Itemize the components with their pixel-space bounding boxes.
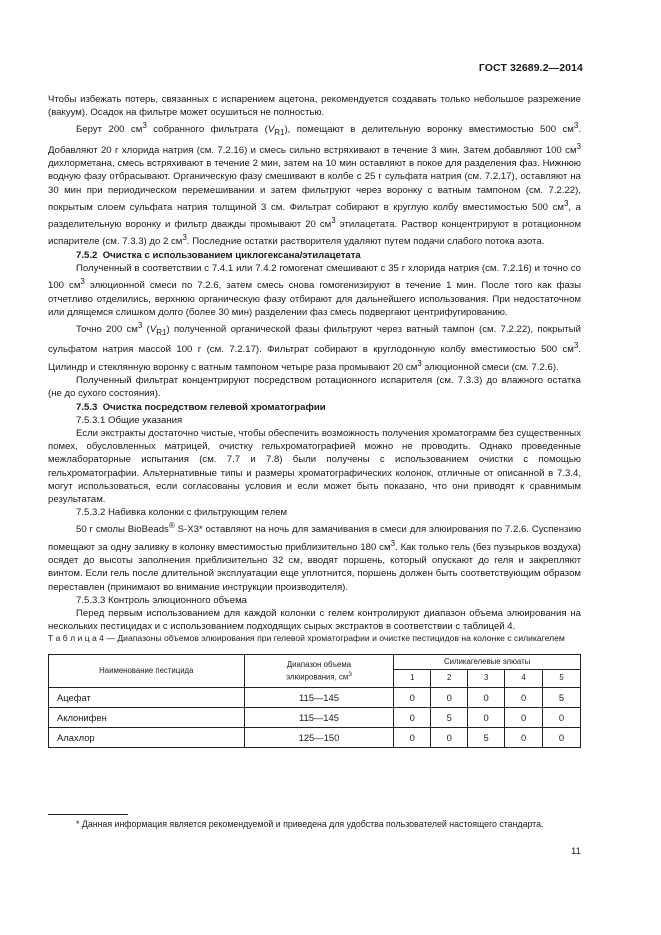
document-code: ГОСТ 32689.2—2014 xyxy=(478,62,583,74)
paragraph-filtrate-dichloromethane: Берут 200 $см^3$ собранного фильтрата $(V_{R1})$, помещают в делительную воронку вместимостью 500 $см^3$. Добавляют 20 г хлорида натрия (см. 7.2.16) и смесь сильно встряхивают в течение 3 мин. Затем добавляют 100 $см^3$ дихлорметана, смесь встряхивают в течение 2 мин, затем на 10 мин оставляют в покое для разделения фаз. Нижнюю водную фазу отбрасывают. Органическую фазу смешивают в колбе с 25 г сульфата натрия (см. 7.2.17), оставляют на 30 мин при периодическом перемешивании и затем фильтруют через воронку с ватным тампоном (см. 7.2.22), покрытым слоем сульфата натрия толщиной 3 см. Фильтрат собирают в круглую колбу вместимостью 500 $см^3$, а разделительную воронку и фильтр дважды промывают 20 $см^3$ этилацетата. Раствор концентрируют в ротационном испарителе (см. 7.3.3) до 2 $см^3$. Последние остатки растворителя удаляют путем подачи слабого потока азота. xyxy=(48,121,582,248)
eluate-value: 0 xyxy=(543,727,581,747)
eluate-value: 0 xyxy=(468,707,505,727)
eluate-value: 0 xyxy=(468,687,505,707)
eluate-value: 0 xyxy=(431,687,468,707)
eluate-value: 0 xyxy=(431,727,468,747)
column-header-pesticide: Наименование пестицида xyxy=(49,654,245,687)
pesticide-name: Аклонифен xyxy=(49,707,245,727)
column-header-range: Диапазон объема элюирования, $см^3$ xyxy=(244,654,394,687)
elution-range: 115—145 xyxy=(244,687,394,707)
column-header-eluate-5: 5 xyxy=(543,669,581,687)
eluate-value: 5 xyxy=(431,707,468,727)
column-header-silica-eluates: Силикагелевые элюаты xyxy=(394,654,581,669)
subsection-heading-7-5-3-3: 7.5.3.3 Контроль элюционного объема xyxy=(76,594,248,606)
column-header-eluate-3: 3 xyxy=(468,669,505,687)
paragraph-acetone: Чтобы избежать потерь, связанных с испарением ацетона, рекомендуется создавать только небольшое разрежение (вакуум). Осадок на фильтре может осушиться не полностью. xyxy=(48,94,581,119)
page-number: 11 xyxy=(571,846,581,857)
column-header-eluate-4: 4 xyxy=(505,669,543,687)
section-heading-7-5-3: 7.5.3 Очистка посредством гелевой хроматографии xyxy=(76,401,326,413)
paragraph-gel-column: 50 г смолы BioBeads® S-X3* оставляют на ночь для замачивания в смеси для элюирования по 7.2.6. Суспензию помещают за одну заливку в колонку вместимостью приблизительно 180 $см^3$. Как только гель (без пузырьков воздуха) осядет до высоты заполнения приблизительно 32 см, вводят поршень, который опускают до геля и закрепляют винтом. Если гель после длительной эксплуатации еще уплотнится, поршень должен быть соответствующим образом переставлен (принимают во внимание инструкции производителя). xyxy=(48,521,582,593)
eluate-value: 0 xyxy=(394,707,431,727)
subsection-heading-7-5-3-1: 7.5.3.1 Общие указания xyxy=(76,414,183,426)
table-caption: Т а б л и ц а 4 — Диапазоны объемов элюирования при гелевой хроматографии и очистке пестицидов на колонке с силикагелем xyxy=(48,633,565,644)
eluate-value: 0 xyxy=(394,687,431,707)
table-row xyxy=(49,707,581,727)
elution-range: 125—150 xyxy=(244,727,394,747)
column-header-eluate-2: 2 xyxy=(431,669,468,687)
pesticide-name: Ацефат xyxy=(49,687,245,707)
subsection-heading-7-5-3-2: 7.5.3.2 Набивка колонки с фильтрующим гелем xyxy=(76,507,288,519)
eluate-value: 0 xyxy=(394,727,431,747)
column-header-eluate-1: 1 xyxy=(394,669,431,687)
footnote-divider xyxy=(48,814,128,815)
eluate-value: 5 xyxy=(468,727,505,747)
elution-table xyxy=(48,654,581,748)
table-row xyxy=(49,687,581,707)
eluate-value: 0 xyxy=(505,707,543,727)
eluate-value: 0 xyxy=(505,727,543,747)
paragraph-concentration: Полученный фильтрат концентрируют посредством ротационного испарителя (см. 7.3.3) до влажного остатка (не до сухого состояния). xyxy=(48,375,581,400)
eluate-value: 0 xyxy=(505,687,543,707)
page-content xyxy=(48,93,581,748)
elution-range: 115—145 xyxy=(244,707,394,727)
footnote: * Данная информация является рекомендуемой и приведена для удобства пользователей настоящего стандарта. xyxy=(76,819,544,829)
paragraph-organic-phase: Точно 200 $см^3$ $(V_{R1})$ полученной органической фазы фильтруют через ватный тампон (см. 7.2.22), покрытый сульфатом натрия массой 100 г (см. 7.2.17). Фильтрат собирают в круглодонную колбу вместимостью 500 $см^3$. Цилиндр и стеклянную воронку с ватным тампоном четыре раза промывают 20 $см^3$ элюционной смеси (см. 7.2.6). xyxy=(48,321,581,373)
section-heading-7-5-2: 7.5.2 Очистка с использованием циклогексана/этилацетата xyxy=(76,249,361,261)
eluate-value: 0 xyxy=(543,707,581,727)
paragraph-elution-control: Перед первым использованием для каждой колонки с гелем контролируют диапазон объема элюирования на нескольких пестицидах и с использованием подходящих сырых экстрактов в соответствии с таблицей 4. xyxy=(48,607,581,633)
paragraph-homogenate: Полученный в соответствии с 7.4.1 или 7.4.2 гомогенат смешивают с 35 г хлорида натрия (см. 7.2.16) и точно со 100 $см^3$ элюционной смеси по 7.2.6, затем смесь снова гомогенизируют в течение 1 мин. После того как фазы отчетливо отделились, верхнюю органическую фазу отбирают для дальнейшего использования. При недостаточном или длящемся слишком долго (более 30 мин) разделении фаз смесь подвергают центрифугированию. xyxy=(48,263,581,318)
pesticide-name: Алахлор xyxy=(49,727,245,747)
eluate-value: 5 xyxy=(543,687,581,707)
table-row xyxy=(49,727,581,747)
paragraph-general-notes: Если экстракты достаточно чистые, чтобы обеспечить возможность получения хроматограмм без существенных помех, обусловленных матрицей, очистку гельхроматографией можно не проводить. Однако проведенные межлабораторные испытания (см. 7.7 и 7.8) были получены с использованием очистки с помощью гельхроматографии. Альтернативные типы и размеры хроматографических колонок, отличные от описанной в 7.3.4, могут использоваться, если согласованы условия и если может быть показано, что они приводят к сравнимым результатам. xyxy=(48,427,581,505)
